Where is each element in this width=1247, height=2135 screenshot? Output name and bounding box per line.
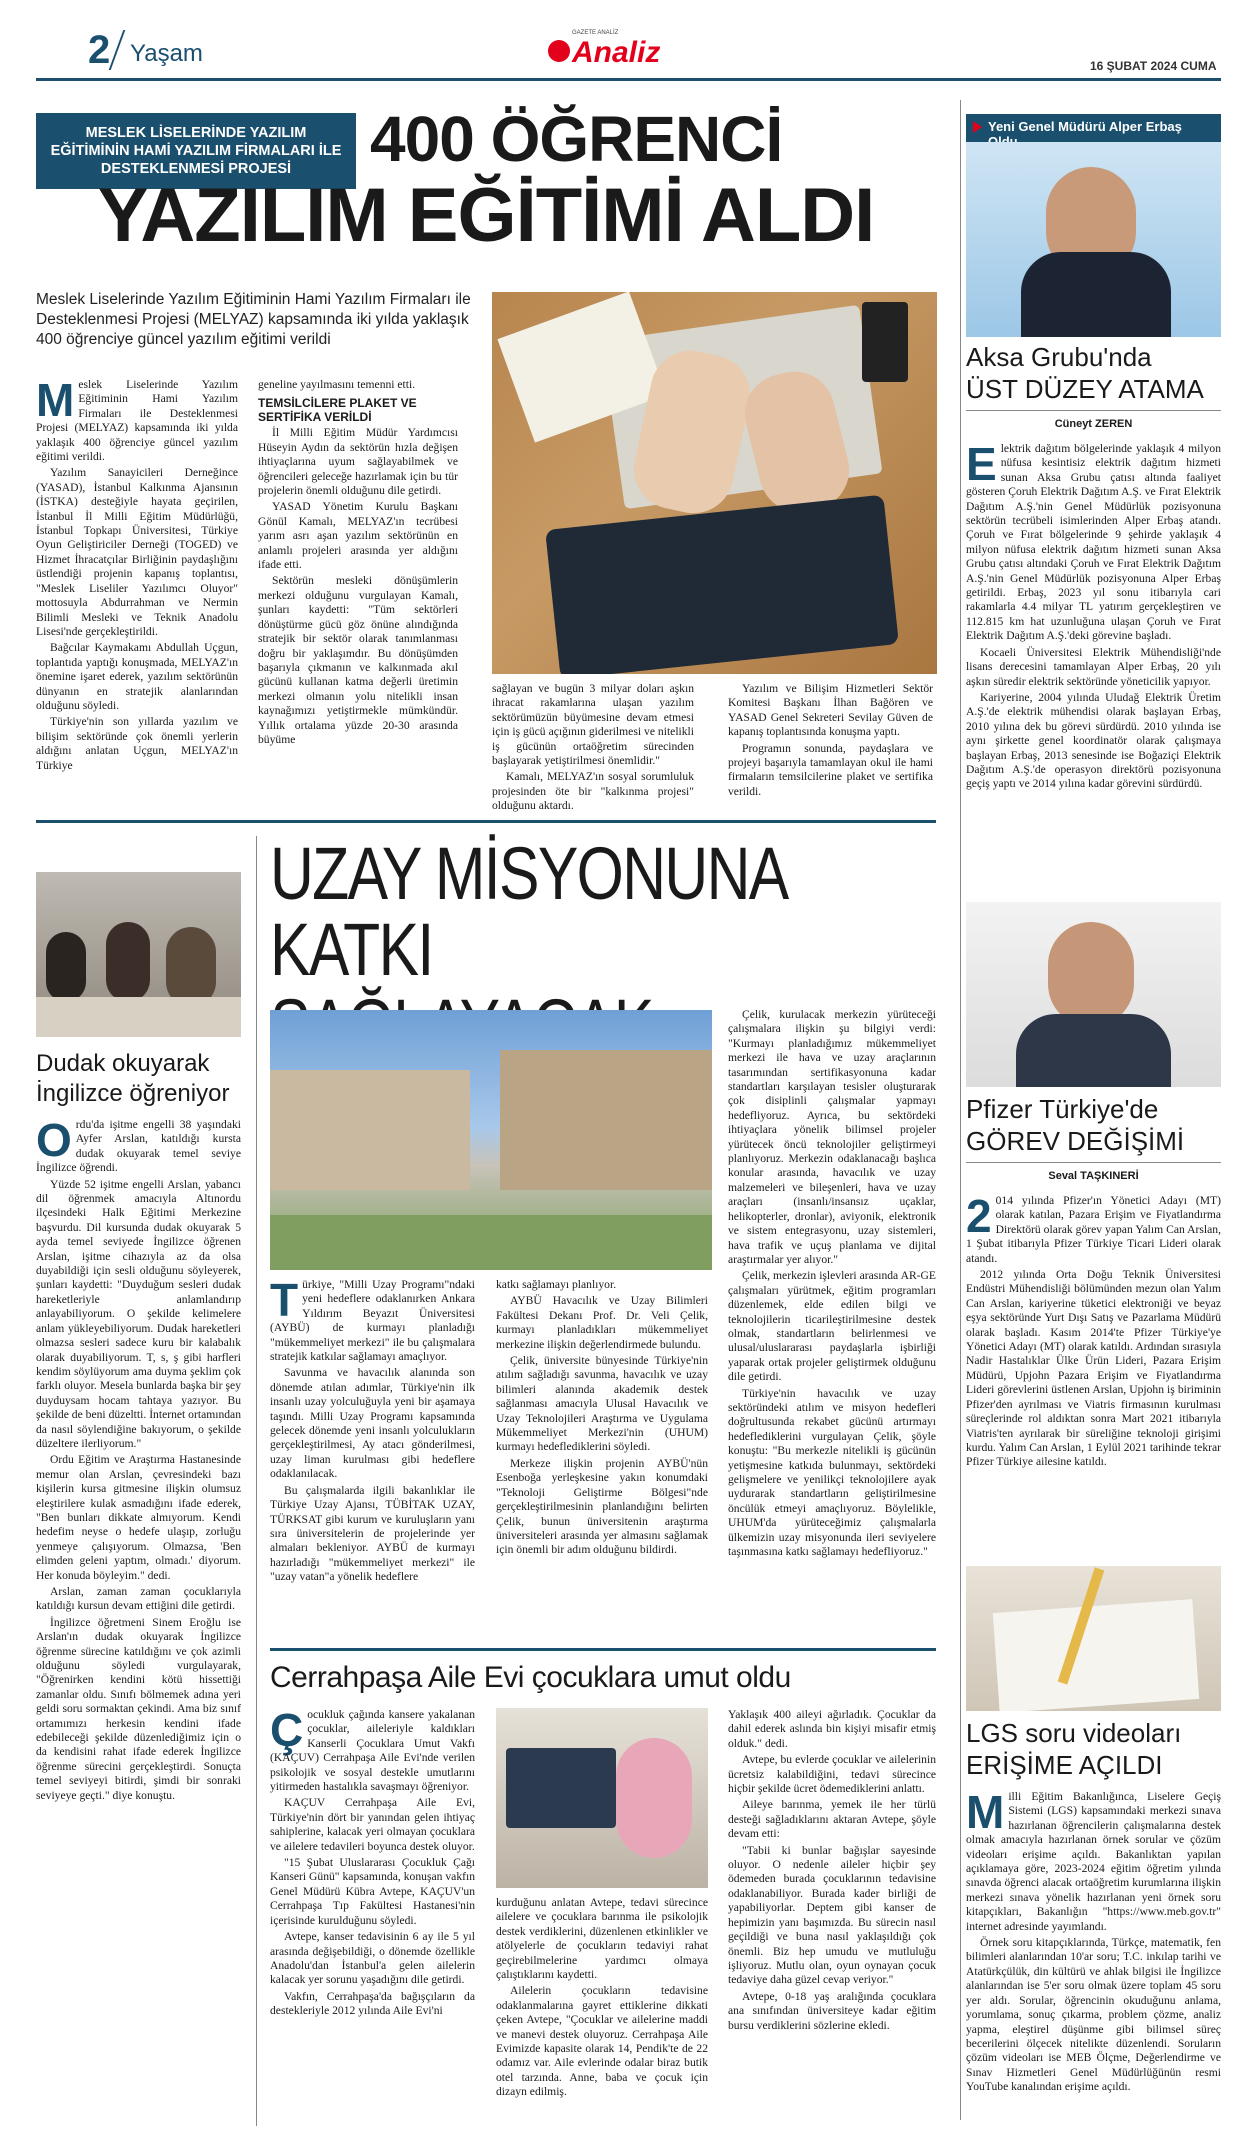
uzay-col3-p: Türkiye'nin havacılık ve uzay sektöründeki atılım ve misyon hedefleri doğrultusunda rekabet gücünü artırmayı hedeflediklerini vurgulayan Çelik, şöyle konuştu: "Bu merkezle nitelikli iş gücünün yetişmesine katkıda bulunmayı, sektördeki gelişmelere ve yenilikçi teknolojilere ayak uydurarak standartların geliştirilmesine öncülük etmeyi amaçlıyoruz. Böylelikle, UHUM'da yürüteceğimiz çalışmalarla ülkemizin uzay misyonunda ileri seviyelere taşınmasına katkı sağlamayı hedefliyoruz." xyxy=(728,1386,936,1559)
uzay-col1-p: Savunma ve havacılık alanında son dönemde atılan adımlar, Türkiye'nin ilk insanlı uzay yolculuğuyla yeni bir aşamaya taşındı. Milli Uzay Programı kapsamında gelecek dönemde yeni insanlı yolculukların gerçekleştirilmesi, Ay atacı gönderilmesi, uzay liman kurulması gibi hedeflere odaklanılacak. xyxy=(270,1366,475,1481)
dudak-photo-desk xyxy=(36,997,241,1037)
photo-calculator xyxy=(862,302,908,382)
cerrahpasa-photo-child xyxy=(616,1738,692,1858)
cerrahpasa-col1-p: ocukluk çağında kansere yakalanan çocuklar, aileleriyle kaldıkları Kanserli Çocuklara Umut Vakfı (KAÇUV) Cerrahpaşa Aile Evi'nde verilen psikolojik ve sosyal destekle umutlarını yitirmeden hastalıkla savaşmayı öğreniyor. xyxy=(270,1708,475,1794)
aksa-body xyxy=(966,438,1221,794)
lgs-photo-paper xyxy=(993,1599,1199,1711)
main-dropcap: M xyxy=(36,374,75,426)
right-column-divider xyxy=(960,100,961,2120)
page-number: 2 xyxy=(88,28,111,72)
logo-small: GAZETE ANALİZ xyxy=(572,30,619,36)
header-rule xyxy=(36,78,1221,81)
cerrahpasa-col3-p: "Tabii ki bunlar bağışlar sayesinde oluyor. O nedenle aileler hiçbir şey ödemeden burada çocuklarının tedavisine odaklanabiliyor. Burada kader birliği de yapabiliyorlar. Deptem gibi kanser de hepimizin yanı başımızda. Bu sürecin nasıl geçildiği ve buna nasıl yaklaşıldığı çok önemli. Biz hep umudu ve mutluluğu işliyoruz. Mutlu olan, oyun oynayan çocuk tedaviye daha güzel cevap veriyor." xyxy=(728,1843,936,1987)
aksa-body-p: lektrik dağıtım bölgelerinde yaklaşık 4 milyon nüfusa kesintisiz elektrik dağıtım hizmeti sunan Aksa Grubu çatısı altında faaliyet gösteren Çoruh Elektrik Dağıtım A.Ş. ve Fırat Elektrik Dağıtım A.Ş.'nin Genel Müdürlük pozisyonuna sektörün tecrübeli isimlerinden Alper Erbaş atandı. Çoruh ve Fırat bölgelerinde 9 şehirde yaklaşık 4 milyon nüfusa elektrik dağıtım hizmeti sunan Aksa Grubu çatısı altındaki Çoruh ve Fırat Elektrik Dağıtım A.Ş.'nin Genel Müdürlük pozisyonuna Alper Erbaş getirildi. Erbaş, 2023 yıl sonu itibarıyla cari rakamlarla 4.4 milyar TL yatırım gerçekleştiren ve 112.815 km hat uzunluğuna ulaşan Çoruh ve Fırat Elektrik Dağıtım A.Ş.'deki görevine başladı. xyxy=(966,442,1221,643)
pfizer-photo-suit xyxy=(1016,1014,1171,1087)
cerrahpasa-dropcap: Ç xyxy=(270,1704,304,1756)
uzay-col-3 xyxy=(728,1008,936,1561)
aksa-byline: Cüneyt ZEREN xyxy=(1054,418,1133,430)
cerrahpasa-col-3 xyxy=(728,1708,936,2035)
dudak-headline-1: Dudak okuyarak xyxy=(36,1050,210,1077)
pfizer-body-p: 2012 yılında Orta Doğu Teknik Üniversitesi Endüstri Mühendisliği bölümünden mezun olan Yalım Can Arslan, kariyerine tüketici elektroniği ve beyaz eşya sektöründe Yurt Dışı Satış ve Pazarlama Müdürü olarak başladı. Kasım 2014'te Pfizer Türkiye'ye Yönetici Adayı (MT) olarak katıldı. Ardından sırasıyla Nadir Hastalıklar Ülke Ürün Lideri, Pazara Erişim Müdürü, Upjohn Pazara Erişim ve Fiyatlandırma Lideri görevlerini üstlenen Arslan, Upjohn iş biriminin Pfizer'den ayrılması ve Viatris firmasının kurulması süreçlerinde rol aldıktan sonra Mart 2021 itibarıyla Viatris'ten ayrılarak bir süreliğine teknoloji girişimi kurdu. Yalım Can Arslan, 1 Eylül 2021 tarihinde tekrar Pfizer Türkiye ailesine katıldı. xyxy=(966,1268,1221,1469)
uzay-bottom-rule xyxy=(270,1648,936,1651)
cerrahpasa-col-1 xyxy=(270,1704,475,2021)
cerrahpasa-col3-p: Avtepe, bu evlerde çocuklar ve ailelerinin ücretsiz kalabildiğini, tedavi sürecince hiçbir şekilde ücret ödemediklerini anlattı. xyxy=(728,1753,936,1796)
main-col1-p: Yazılım Sanayicileri Derneğince (YASAD), İstanbul Kalkınma Ajansının (İSTKA) desteğiyle hayata geçirilen, İstanbul İl Milli Eğitim Müdürlüğü, İstanbul Topkapı Üniversitesi, Türkiye Oyun Geliştiriciler Derneği (TOGED) ve Hizmet İhracatçılar Birliğinin paydaşlığını üstlendiği projenin kapanış toplantısı, "Meslek Liseliler Yazılımcı Oluyor" mottosuyla Abdurrahman ve Nermin Bilimli Mesleki ve Teknik Anadolu Lisesi'nde gerçekleştirildi. xyxy=(36,466,238,638)
aksa-photo-suit xyxy=(1021,252,1171,337)
uzay-dropcap: T xyxy=(270,1274,299,1326)
cerrahpasa-headline: Cerrahpaşa Aile Evi çocuklara umut oldu xyxy=(270,1661,791,1694)
uzay-photo-lawn xyxy=(270,1215,712,1270)
dudak-photo-person xyxy=(106,922,150,1002)
pfizer-byline: Seval TAŞKINERİ xyxy=(1048,1170,1139,1182)
uzay-headline-1: UZAY MİSYONUNA xyxy=(270,832,788,915)
lgs-body-p: illi Eğitim Bakanlığınca, Liselere Geçiş Sistemi (LGS) kapsamındaki merkezi sınava hazırlanan öğrencilerin çalışmalarına destek olmak amacıyla hazırlanan örnek sorular ve çözüm videoları erişime açıldı. Bakanlıktan yapılan açıklamaya göre, 2023-2024 eğitim öğretim yılında sınavda öğrenci alacak ortaöğretim kurumlarına ilişkin merkezi sınava yönelik hazırlanan yeni örnek soru kitapçıkları, Bakanlığın "https://www.meb.gov.tr" internet adresinde yayımlandı. xyxy=(966,1790,1221,1933)
uzay-col3-p: Çelik, kurulacak merkezin yürüteceği çalışmalara ilişkin şu bilgiyi verdi: "Kurmayı planladığımız mükemmeliyet merkezi ile hava ve uzay araçlarının tasarımından sertifikasyonuna kadar standartları karşılayan tesisler oluşturarak çok disiplinli çalışmalar yapmayı hedefliyoruz. Ayrıca, bu sektördeki ihtiyaçlara yönelik bilimsel projeler yürütecek öncü teknolojiler geliştirmeyi planlıyoruz. Merkezin odaklanacağı başlıca konular arasında, havacılık ve uzay malzemeleri ve bileşenleri, hava ve uzay araçları (insanlı/insansız uçaklar, helikopterler, dronlar), aviyonik, elektronik ve sistem entegrasyonu, uzay sistemleri, hava trafik ve uçuş planlama ve dijital araştırmalar yer alıyor." xyxy=(728,1008,936,1266)
lgs-headline-2: ERİŞİME AÇILDI xyxy=(966,1750,1163,1780)
uzay-photo-building xyxy=(270,1070,470,1190)
pfizer-headline-1: Pfizer Türkiye'de xyxy=(966,1094,1159,1124)
main-kicker: MESLEK LİSELERİNDE YAZILIM EĞİTİMİNİN HAMİ YAZILIM FİRMALARI İLE DESTEKLENMESİ PROJESİ xyxy=(36,113,356,189)
main-bottom-rule xyxy=(36,820,936,823)
main-col-4 xyxy=(728,682,933,801)
uzay-col3-p: Çelik, merkezin işlevleri arasında AR-GE çalışmaları yürütmek, eğitim programları düzenlemek, elde edilen bilgi ve teknolojilerin ticarileştirilmesine destek olmak, standartların belirlenmesi ve ulusal/uluslararası paydaşlarla işbirliği yaparak ortak projeler geliştirmek olduğunu dile getirdi. xyxy=(728,1269,936,1384)
uzay-col2-p: Merkeze ilişkin projenin AYBÜ'nün Esenboğa yerleşkesine yakın konumdaki "Teknoloji Geliştirme Bölgesi"nde gerçekleştirilmesinin planlandığını belirten Çelik, bunun üniversitenin araştırma üniversiteleri arasında yer almasını sağlamak için önemli bir adım olduğunu bildirdi. xyxy=(496,1456,708,1557)
pfizer-body xyxy=(966,1190,1221,1472)
main-col2-p: Sektörün mesleki dönüşümlerin merkezi olduğunu vurgulayan Kamalı, şunları kaydetti: "Tüm sektörleri dönüştürme gücü göz önüne alındığında stratejik bir sektör olarak tanımlanması doğru bir yaklaşımdır. Bu dönüşümden başarıyla çıkmanın ve kalkınmada akıl gücünü kullanan katma değerli üretimin merkezi olmanın yolu nitelikli insan kaynağımızı yetiştirmekle mümkündür. Yıllık ortalama yüzde 20-30 arasında büyüme xyxy=(258,574,458,746)
main-subheading: TEMSİLCİLERE PLAKET VE SERTİFİKA VERİLDİ xyxy=(258,396,417,425)
cerrahpasa-col1-p: KAÇUV Cerrahpaşa Aile Evi, Türkiye'nin dört bir yanından gelen ihtiyaç sahiplerine, kalacak yeri olmayan çocuklara ve ailelere tedavileri boyunca destek oluyor. xyxy=(270,1796,475,1853)
dudak-dropcap: O xyxy=(36,1114,72,1166)
cerrahpasa-col1-p: Vakfın, Cerrahpaşa'da bağışçıların da destekleriyle 2012 yılında Aile Evi'ni xyxy=(270,1989,475,2018)
pfizer-byline-rule xyxy=(966,1162,1221,1163)
uzay-col-1 xyxy=(270,1274,475,1587)
dudak-body-p: İngilizce öğretmeni Sinem Eroğlu ise Arslan'ın dudak okuyarak İngilizce öğrenme sürecine katıldığını ve çok azimli olduğunu söyledi vurgulayarak, "Öğrenirken kendini kötü hissettiği zamanlar oldu. Sınıfı bölmemek adına yeri geldi soru sormaktan çekindi. Ama biz sınıf ortamımızı herkesin kendini ifade edebileceği şekilde düzenlediğimiz için o da kendisini rahat ifade ederek İngilizce öğrenme sürecini gerçekleştirdi. Sonuçta temel seviyeyi bitirdi, şimdi bir sonraki seviyeye geçti." diye konuştu. xyxy=(36,1615,241,1802)
aksa-body-p: Kariyerine, 2004 yılında Uludağ Elektrik Üretim A.Ş.'de elektrik mühendisi olarak başlayan Erbaş, 2010 yılına dek bu görevi sürdürdü. 2010 yılında ise aynı şirkette genel koordinatör olarak çalışmaya başlayan Erbaş, 2013 senesinde ise Boğaziçi Elektrik Dağıtım A.Ş.'de operasyon direktörü pozisyonuna geçiş yaptı ve 2014 yılına kadar görevini sürdürdü. xyxy=(966,690,1221,791)
photo-laptop xyxy=(545,495,899,674)
uzay-headline-2: KATKI xyxy=(270,908,433,991)
aksa-tag: Yeni Genel Müdürü Alper Erbaş xyxy=(966,114,1221,154)
dudak-body-p: rdu'da işitme engelli 38 yaşındaki Ayfer Arslan, katıldığı kursta dudak okuyarak temel seviye İngilizce öğrendi. xyxy=(36,1118,241,1175)
aksa-photo xyxy=(966,142,1221,337)
main-photo xyxy=(492,292,937,674)
pfizer-photo xyxy=(966,902,1221,1087)
lgs-body-p: Örnek soru kitapçıklarında, Türkçe, matematik, fen bilimleri alanlarından 10'ar soru; T.C. inkılap tarihi ve Atatürkçülük, din kültürü ve ahlak bilgisi ile İngilizce alanlarından ise 5'er soru olmak üzere toplam 45 soru yer aldı. Sorular, öğrencinin okuduğunu anlama, yorumlama, sonuç çıkarma, problem çözme, analiz yapma, eleştirel düşünme gibi bilimsel süreç becerilerini ölçecek nitelikte düzenlendi. Soruların çözüm videoları ise MEB Ölçme, Değerlendirme ve Sınav Hizmetleri Genel Müdürlüğünün resmi YouTube kanalından erişime açıldı. xyxy=(966,1936,1221,2094)
main-col4-p: Yazılım ve Bilişim Hizmetleri Sektör Komitesi Başkanı İlhan Bağören ve YASAD Genel Sekreteri Sevilay Güven de kapanış toplantısında konuşma yaptı. xyxy=(728,682,933,739)
section-title: Yaşam xyxy=(130,40,203,67)
main-col-3 xyxy=(492,682,694,816)
main-col4-p: Programın sonunda, paydaşlara ve projeyi başarıyla tamamlayan okul ile hami firmaların temsilcilerine plaket ve sertifika verildi. xyxy=(728,741,933,798)
cerrahpasa-col3-p: Yaklaşık 400 aileyi ağırladık. Çocuklar da dahil ederek aslında bin kişiyi misafir etmiş olduk." dedi. xyxy=(728,1708,936,1750)
main-col-2 xyxy=(258,378,458,749)
main-col1-p: eslek Liselerinde Yazılım Eğitiminin Hami Yazılım Firmaları ile Desteklenmesi Projesi (MELYAZ) kapsamında iki yılda yaklaşık 400 öğrenciye güncel yazılım eğitimi verildi. xyxy=(36,378,238,464)
aksa-headline-2: ÜST DÜZEY ATAMA xyxy=(966,374,1204,404)
aksa-headline-1: Aksa Grubu'nda xyxy=(966,342,1152,372)
logo: Analiz xyxy=(572,36,661,69)
cerrahpasa-photo-laptop xyxy=(506,1748,616,1828)
uzay-photo-building xyxy=(500,1050,712,1190)
main-headline-1: 400 ÖĞRENCİ xyxy=(370,103,783,175)
dudak-headline-2: İngilizce öğreniyor xyxy=(36,1080,230,1107)
uzay-col-2 xyxy=(496,1278,708,1560)
dudak-photo xyxy=(36,872,241,1037)
aksa-dropcap: E xyxy=(966,438,997,490)
aksa-body-p: Kocaeli Üniversitesi Elektrik Mühendisliği'nde lisans derecesini tamamlayan Alper Erbaş, 20 yılı aşkın süredir elektrik sektöründe yöneticilik yapıyor. xyxy=(966,645,1221,688)
uzay-col2-p: katkı sağlamayı planlıyor. xyxy=(496,1278,617,1291)
main-col3-p: sağlayan ve bugün 3 milyar doları aşkın ihracat rakamlarına ulaşan yazılım sektörümüzün büyümesine devam etmesi için iş gücü açığının giderilmesi ve nitelikli iş gücünün ortaöğretim sürecinden başlayarak yetiştirilmesi önemlidir." xyxy=(492,682,694,768)
lgs-photo xyxy=(966,1566,1221,1711)
dudak-body-p: Ordu Eğitim ve Araştırma Hastanesinde memur olan Arslan, çevresindeki bazı kişilerin kursa gitmesine ilişkin olumsuz eleştirilere kulak asmadığını ifade ederek, "Ben bunları dikkate almıyorum. Kendi hedefim neyse o hedefe ulaşıp, zorluğu yenmeye çalışıyorum. Olmazsa, 'Ben elimden geleni yaptım, olmadı.' diyorum. Her konuda böyleyim." dedi. xyxy=(36,1453,241,1582)
page-number-slash xyxy=(109,30,126,70)
dudak-body-p: Yüzde 52 işitme engelli Arslan, yabancı dil öğrenmek amacıyla Altınordu ilçesindeki Halk Eğitimi Merkezine başvurdu. Dil kursunda dudak okuyarak 5 ayda temel seviyede İngilizce öğrenen Arslan, işitme cihazıyla az da olsa duyabildiği için sesli olduğunu söyleyerek, şunları kaydetti: "Duyduğum sesleri dudak hareketleriyle anlamlandırıp anlayabiliyorum. O şekilde kelimelere anlam yükleyebiliyorum. Dudak hareketleri olmazsa sesleri sadece kuru bir kalabalık olarak duyabiliyorum. T, s, ş gibi harfleri kendim söylüyorum ama duyma şeklim çok farklı oluyor. Mesela bunlarda başka bir şey duyduysam hocam tahtaya yazıyor. Bu şekilde de beni düzeltti. İnternet ortamından da nasıl söylendiğine bakıyorum, o şekilde düzeltere ilerliyorum." xyxy=(36,1177,241,1450)
main-col2-p: İl Milli Eğitim Müdür Yardımcısı Hüseyin Aydın da sektörün hızla değişen ihtiyaçlarına uyum sağlayabilmek ve öğrencileri geleceğe hazırlamak için bu tür projelerin önemli olduğunu dile getirdi. xyxy=(258,426,458,498)
main-col2-p: geneline yayılmasını temenni etti. xyxy=(258,378,416,391)
dudak-photo-person xyxy=(166,927,216,1007)
issue-date: 16 ŞUBAT 2024 CUMA xyxy=(1090,59,1217,73)
main-col-1 xyxy=(36,374,238,775)
cerrahpasa-col1-p: Avtepe, kanser tedavisinin 6 ay ile 5 yıl arasında değişebildiği, o dönemde özellikle Anadolu'dan İstanbul'a gelen ailelerin kalacak yer sorunu yaşadığını dile getirdi. xyxy=(270,1930,475,1987)
cerrahpasa-col-2 xyxy=(496,1896,708,2102)
main-col1-p: Türkiye'nin son yıllarda yazılım ve bilişim sektöründe çok önemli yerlerin aldığını anlatan Uçgun, MELYAZ'ın Türkiye xyxy=(36,715,238,772)
main-lead: Meslek Liselerinde Yazılım Eğitiminin Hami Yazılım Firmaları ile Desteklenmesi Projesi (MELYAZ) kapsamında iki yılda yaklaşık 400 öğrenciye güncel yazılım eğitimi verildi xyxy=(36,291,471,348)
main-col1-p: Bağcılar Kaymakamı Abdullah Uçgun, toplantıda yaptığı konuşmada, MELYAZ'ın önemine işaret ederek, yazılım sektörünün dünyanın en stratejik alanlarından olduğunu söyledi. xyxy=(36,641,238,712)
logo-mark xyxy=(548,40,570,62)
uzay-col2-p: Çelik, üniversite bünyesinde Türkiye'nin atılım sağladığı savunma, havacılık ve uzay bilimleri alanında akademik destek sağlanması amacıyla Ulusal Havacılık ve Uzay Teknolojileri Araştırma ve Uygulama Mükemmeliyet Merkezi'nin (UHUM) kurmayı hedeflediklerini söyledi. xyxy=(496,1354,708,1454)
cerrahpasa-col1-p: "15 Şubat Uluslararası Çocukluk Çağı Kanseri Günü" kapsamında, konuşan vakfın Genel Müdürü Kübra Avtepe, KAÇUV'un Cerrahpaşa Tıp Fakültesi Hastanesi'nin içerisinde kurulduğunu söyledi. xyxy=(270,1856,475,1927)
left-column-divider xyxy=(256,836,257,2126)
aksa-byline-rule xyxy=(966,410,1221,411)
dudak-photo-person xyxy=(46,932,86,1002)
main-headline-2: YAZILIM EĞİTİMİ ALDI xyxy=(97,173,875,258)
dudak-body-p: Arslan, zaman zaman çocuklarıyla katıldığı kursun devam ettiğini dile getirdi. xyxy=(36,1585,241,1613)
lgs-headline-1: LGS soru videoları xyxy=(966,1718,1182,1748)
uzay-col1-p: Bu çalışmalarda ilgili bakanlıklar ile Türkiye Uzay Ajansı, TÜBİTAK UZAY, TÜRKSAT gibi kurum ve kuruluşların yanı sıra üniversitelerin de projelerinde yer almaları bekleniyor. AYBÜ de kurmayı hazırladığı "mükemmeliyet merkezi" ile "uzay vatan"a yönelik hedeflere xyxy=(270,1483,475,1584)
pfizer-dropcap: 2 xyxy=(966,1190,992,1242)
cerrahpasa-col2-p: Ailelerin çocukların tedavisine odaklanmalarına gayret ettiklerine dikkati çeken Avtepe, "Çocuklar ve ailelerine maddi ve manevi destek oluyoruz. Cerrahpaşa Aile Evimizde kapasite olarak 14, Pendik'te de 22 odamız var. Aile evlerinde odalar biraz butik otel tarzında. Anne, baba ve çocuk için dizayn edilmiş. xyxy=(496,1984,708,2099)
lgs-dropcap: M xyxy=(966,1786,1005,1838)
uzay-col2-p: AYBÜ Havacılık ve Uzay Bilimleri Fakültesi Dekanı Prof. Dr. Veli Çelik, kurmayı planladıkları mükemmeliyet merkezine ilişkin değerlendirmede bulundu. xyxy=(496,1294,708,1351)
lgs-body xyxy=(966,1786,1221,2097)
cerrahpasa-photo xyxy=(496,1708,708,1888)
pfizer-body-p: 014 yılında Pfizer'ın Yönetici Adayı (MT) olarak katılan, Pazara Erişim ve Fiyatlandırma Direktörü olarak görev yapan Yalım Can Arslan, 1 Şubat itibarıyla Pfizer Türkiye Ticari Lideri olarak atandı. xyxy=(966,1194,1221,1265)
cerrahpasa-col2-p: kurduğunu anlatan Avtepe, tedavi sürecince ailelere ve çocuklara barınma ile psikolojik destek verdiklerini, düzenlenen etkinlikler ve atölyelerle de çocukların tedaviyi rahat geçirebilmelerine yardımcı olmaya çalıştıklarını kaydetti. xyxy=(496,1896,708,1982)
cerrahpasa-col3-p: Aileye barınma, yemek ile her türlü desteği sağladıklarını aktaran Avtepe, şöyle devam etti: xyxy=(728,1798,936,1841)
uzay-photo xyxy=(270,1010,712,1270)
uzay-col1-p: ürkiye, "Milli Uzay Programı"ndaki yeni hedeflere odaklanırken Ankara Yıldırım Beyazıt Üniversitesi (AYBÜ) de kurmayı planladığı "mükemmeliyet merkezi" ile bu çalışmalara stratejik katkılar sağlamayı amaçlıyor. xyxy=(270,1278,475,1364)
main-col3-p: Kamalı, MELYAZ'ın sosyal sorumluluk projesinden öte bir "kalkınma projesi" olduğunu aktardı. xyxy=(492,770,694,813)
pfizer-headline-2: GÖREV DEĞİŞİMİ xyxy=(966,1126,1185,1156)
dudak-body xyxy=(36,1114,241,1805)
main-col2-p: YASAD Yönetim Kurulu Başkanı Gönül Kamalı, MELYAZ'ın tecrübesi yarım asrı aşan yazılım sektörünün en anlamlı projeleri arasında yer aldığını ifade etti. xyxy=(258,500,458,572)
pfizer-photo-head xyxy=(1048,922,1134,1027)
cerrahpasa-col3-p: Avtepe, 0-18 yaş aralığında çocuklara ana sınıfından üniversiteye kadar eğitim bursu verdiklerini sözlerine ekledi. xyxy=(728,1989,936,2032)
